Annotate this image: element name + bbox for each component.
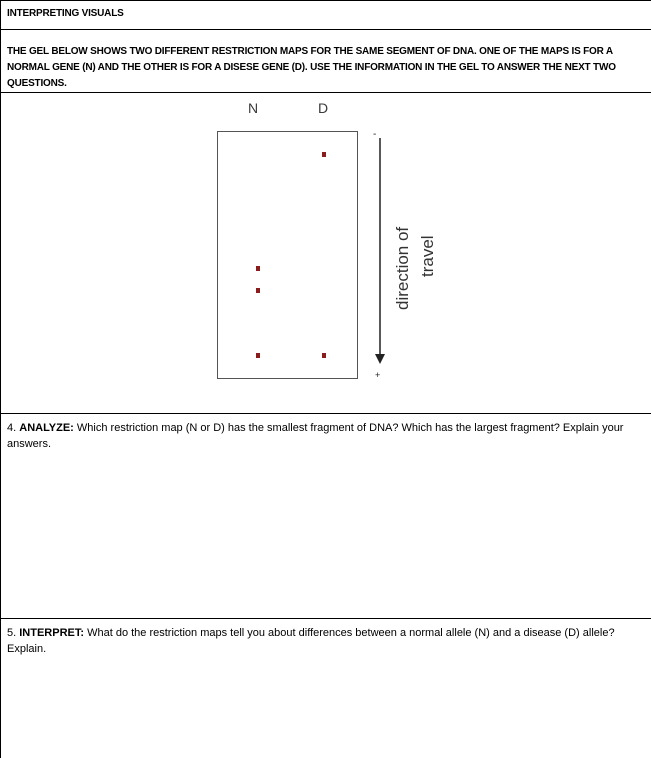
gel-box xyxy=(217,131,358,379)
band-d-1 xyxy=(322,152,326,157)
section-heading: INTERPRETING VISUALS xyxy=(7,8,124,19)
question-5-number: 5. xyxy=(7,627,17,639)
travel-label-line2: travel xyxy=(418,235,437,277)
band-n-3 xyxy=(256,353,260,358)
question-5-text: What do the restriction maps tell you about differences between a normal allele (N) and a disease (D) allele? Explain. xyxy=(7,627,615,655)
page-top-border xyxy=(0,0,651,1)
minus-sign: - xyxy=(373,129,377,140)
band-n-1 xyxy=(256,266,260,271)
divider xyxy=(0,618,651,619)
travel-direction-arrow xyxy=(370,128,392,380)
travel-label-line1: direction of xyxy=(393,226,412,310)
question-5 xyxy=(7,625,643,657)
question-4 xyxy=(7,420,643,452)
lane-label-n: N xyxy=(248,100,259,116)
question-5-keyword: INTERPRET: xyxy=(19,627,85,639)
plus-sign: + xyxy=(375,370,381,380)
page-left-border xyxy=(0,0,1,758)
divider xyxy=(0,413,651,414)
question-4-number: 4. xyxy=(7,422,17,434)
question-4-text: Which restriction map (N or D) has the smallest fragment of DNA? Which has the largest fragment? Explain your answers. xyxy=(7,422,624,450)
intro-text: THE GEL BELOW SHOWS TWO DIFFERENT RESTRICTION MAPS FOR THE SAME SEGMENT OF DNA. ONE OF THE MAPS IS FOR A NORMAL GENE (N) AND THE OTHER IS FOR A DISESE GENE (D). USE THE INFORMATION IN THE GEL TO ANSWER THE NEXT TWO QUESTIONS. xyxy=(7,46,616,89)
lane-label-d: D xyxy=(318,100,329,116)
band-d-2 xyxy=(322,353,326,358)
divider xyxy=(0,92,651,93)
band-n-2 xyxy=(256,288,260,293)
question-4-keyword: ANALYZE: xyxy=(19,422,74,434)
divider xyxy=(0,29,651,30)
